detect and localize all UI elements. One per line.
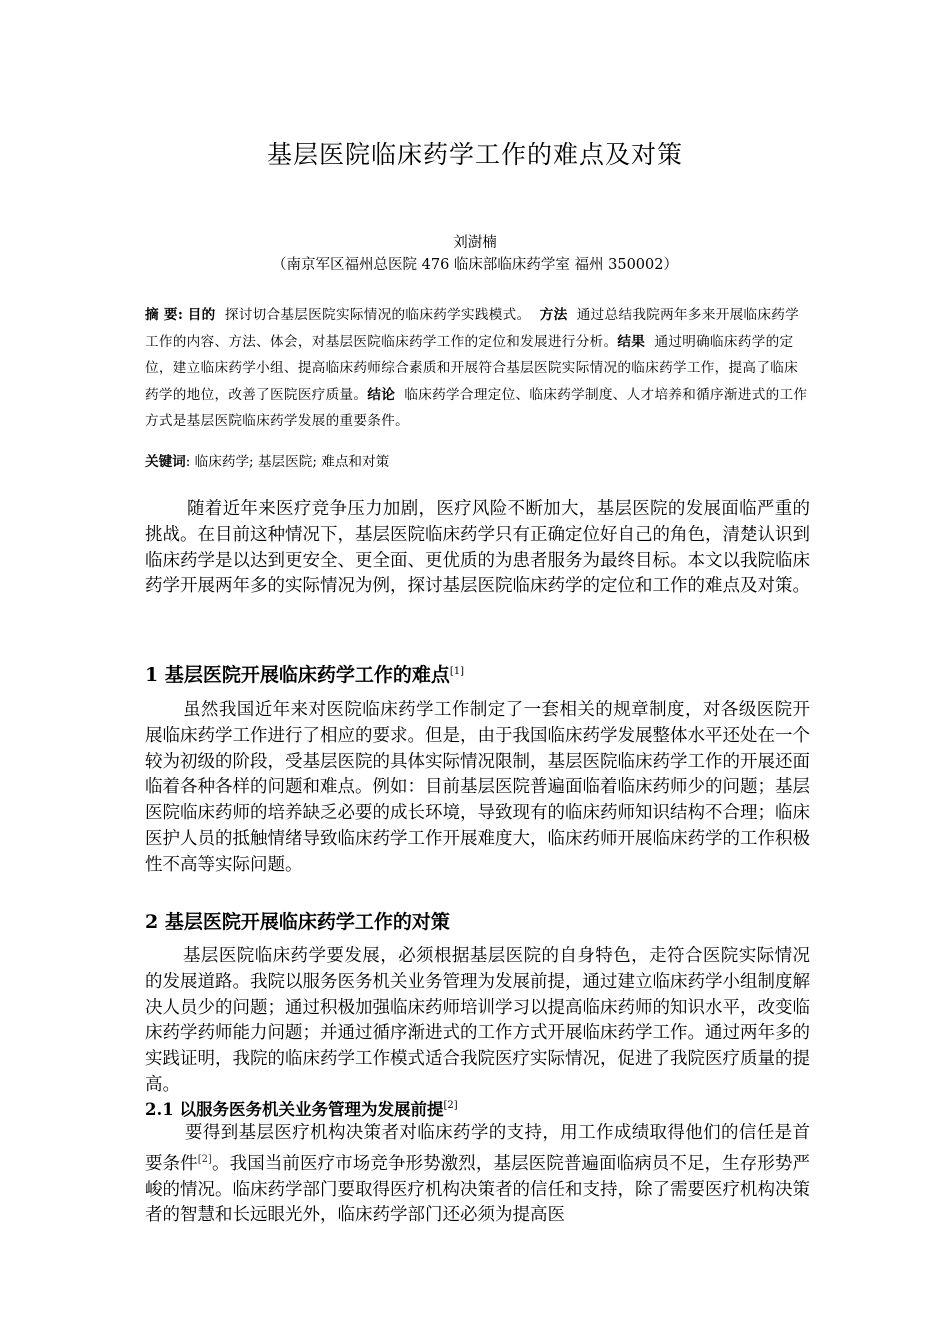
- abstract-conclusion-text: 临床药学合理定位、临床药学制度、人才培养和循序渐进式的工作方式是基层医院临床药学发展的重要条件。: [145, 386, 808, 429]
- section-1-heading: [145, 660, 464, 687]
- section-1-paragraph: 虽然我国近年来对医院临床药学工作制定了一套相关的规章制度，对各级医院开展临床药学工作进行了相应的要求。但是，由于我国临床药学发展整体水平还处在一个较为初级的阶段，受基层医院的具体实际情况限制，基层医院临床药学工作的开展还面临着各种各样的问题和难点。例如：目前基层医院普遍面临着临床药师少的问题；基层医院临床药师的培养缺乏必要的成长环境，导致现有的临床药师知识结构不合理；临床医护人员的抵触情绪导致临床药学工作开展难度大，临床药师开展临床药学的工作积极性不高等实际问题。: [145, 700, 810, 875]
- section-2-heading: 2 基层医院开展临床药学工作的对策: [145, 911, 450, 933]
- abstract-conclusion-label: 结论: [367, 386, 396, 403]
- keywords-label: 关键词: [145, 454, 186, 470]
- abstract-method-text: 通过总结我院两年多来开展临床药学工作的内容、方法、体会，对基层医院临床药学工作的定位和发展进行分析。: [145, 307, 800, 350]
- section-2-1-inline-ref: [2]: [197, 1153, 212, 1165]
- paper-title: 基层医院临床药学工作的难点及对策: [266, 140, 683, 169]
- keywords-text: : 临床药学; 基层医院; 难点和对策: [185, 454, 390, 470]
- section-2-1-text-after: 。我国当前医疗市场竞争形势激烈，基层医院普遍面临病员不足，生存形势严峻的情况。临床药学部门要取得医疗机构决策者的信任和支持，除了需要医疗机构决策者的智慧和长远眼光外，临床药学部门还必须为提高医: [145, 1153, 811, 1226]
- section-2-paragraph: 基层医院临床药学要发展，必须根据基层医院的自身特色，走符合医院实际情况的发展道路。我院以服务医务机关业务管理为发展前提，通过建立临床药学小组制度解决人员少的问题；通过积极加强临床药师培训学习以提高临床药师的知识水平，改变临床药学药师能力问题；并通过循序渐进式的工作方式开展临床药学工作。通过两年多的实践证明，我院的临床药学工作模式适合我院医疗实际情况，促进了我院医疗质量的提高。: [145, 946, 810, 1095]
- intro-paragraph: 随着近年来医疗竞争压力加剧，医疗风险不断加大，基层医院的发展面临严重的挑战。在目前这种情况下，基层医院临床药学只有正确定位好自己的角色，清楚认识到临床药学是以达到更安全、更全面、更优质的为患者服务为最终目标。本文以我院临床药学开展两年多的实际情况为例，探讨基层医院临床药学的定位和工作的难点及对策。: [145, 499, 810, 597]
- abstract: [145, 302, 808, 435]
- abstract-result-label: 结果: [617, 333, 646, 350]
- abstract-result-text: 通过明确临床药学的定位，建立临床药学小组、提高临床药师综合素质和开展符合基层医院实际情况的临床药学工作，提高了临床药学的地位，改善了医院医疗质量。: [145, 333, 799, 403]
- author-affiliation: （南京军区福州总医院 476 临床部临床药学室 福州 350002）: [272, 257, 678, 273]
- section-2-1-text-before: 要得到基层医疗机构决策者对临床药学的支持，用工作成绩取得他们的信任是首要条件: [145, 1123, 810, 1174]
- section-2-1-ref: [2]: [443, 1100, 458, 1111]
- abstract-purpose-label: 目的: [187, 307, 216, 323]
- section-1-ref: [1]: [449, 666, 465, 677]
- abstract-purpose-text: 探讨切合基层医院实际情况的临床药学实践模式。: [224, 307, 531, 323]
- abstract-method-label: 方法: [539, 307, 568, 323]
- keywords: [145, 451, 808, 473]
- section-1-heading-text: 1 基层医院开展临床药学工作的难点: [145, 664, 450, 686]
- author-name: 刘澍楠: [453, 235, 497, 251]
- section-2-1-paragraph: [145, 1121, 810, 1229]
- section-2-1-heading: [145, 1096, 458, 1120]
- abstract-label: 摘 要:: [145, 307, 184, 323]
- section-2-1-heading-text: 2.1 以服务医务机关业务管理为发展前提: [145, 1100, 444, 1119]
